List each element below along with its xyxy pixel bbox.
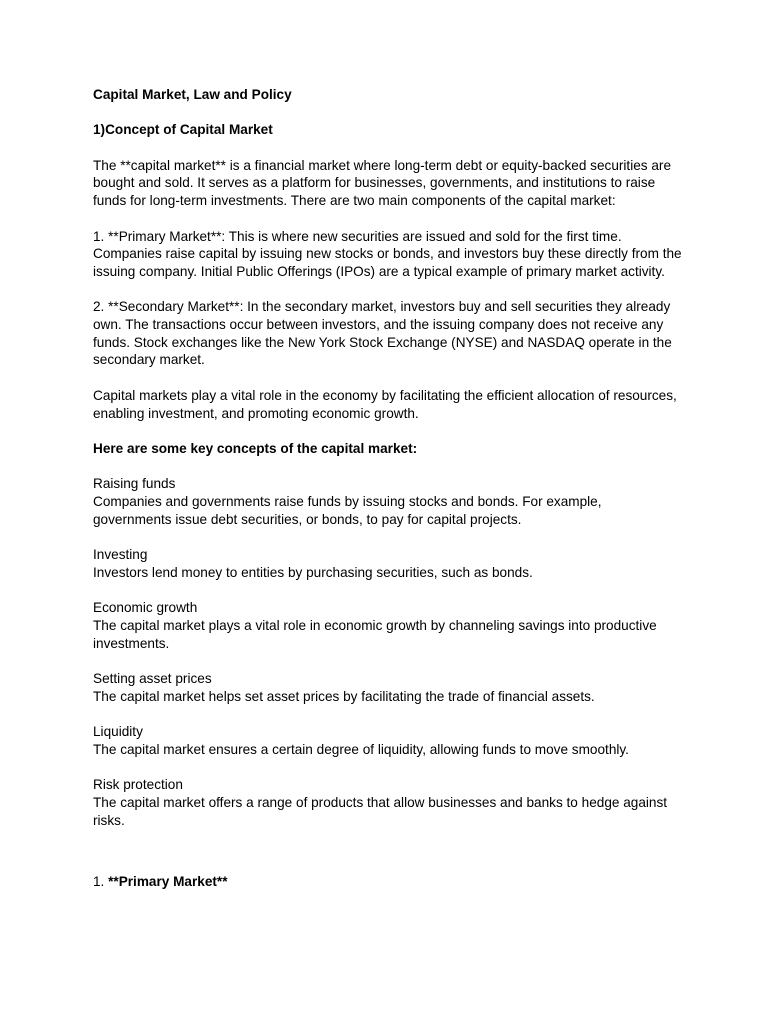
- concept-item: [93, 475, 683, 528]
- concept-list: [93, 475, 683, 829]
- document-title: Capital Market, Law and Policy: [93, 87, 292, 102]
- role-paragraph: Capital markets play a vital role in the economy by facilitating the efficient allocation of resources, enabling investment, and promoting economic growth.: [93, 387, 677, 421]
- section-heading: 1)Concept of Capital Market: [93, 122, 273, 138]
- concept-item: [93, 670, 683, 705]
- intro-paragraph: The **capital market** is a financial market where long-term debt or equity-backed securities are bought and sold. It serves as a platform for businesses, governments, and institutions to raise funds for long-term investments. There are two main components of the capital market:: [93, 157, 671, 209]
- concept-name: Economic growth: [93, 600, 198, 616]
- concept-name: Setting asset prices: [93, 671, 212, 687]
- concept-text: Investors lend money to entities by purchasing securities, such as bonds.: [93, 564, 533, 580]
- document-page: [93, 86, 683, 891]
- key-concepts-heading: Here are some key concepts of the capital market:: [93, 440, 418, 456]
- concept-name: Investing: [93, 547, 148, 563]
- concept-text: The capital market ensures a certain degree of liquidity, allowing funds to move smoothly.: [93, 741, 629, 757]
- concept-item: [93, 546, 683, 581]
- concept-name: Liquidity: [93, 724, 143, 740]
- footer-heading-number: 1.: [93, 874, 109, 890]
- concept-name: Raising funds: [93, 476, 176, 492]
- concept-text: The capital market offers a range of products that allow businesses and banks to hedge against risks.: [93, 794, 668, 828]
- concept-text: Companies and governments raise funds by issuing stocks and bonds. For example, governments issue debt securities, or bonds, to pay for capital projects.: [93, 494, 602, 527]
- primary-market-item: 1. **Primary Market**: This is where new securities are issued and sold for the first time. Companies raise capital by issuing new stocks or bonds, and investors buy these directly from the issuing company. Initial Public Offerings (IPOs) are a typical example of primary market activity.: [93, 228, 682, 279]
- footer-heading: [93, 873, 683, 891]
- concept-text: The capital market helps set asset prices by facilitating the trade of financial assets.: [93, 688, 595, 704]
- concept-item: [93, 599, 683, 652]
- concept-name: Risk protection: [93, 777, 183, 793]
- concept-text: The capital market plays a vital role in economic growth by channeling savings into productive investments.: [93, 617, 657, 651]
- concept-item: [93, 723, 683, 758]
- footer-heading-text: **Primary Market**: [108, 874, 228, 890]
- concept-item: [93, 776, 683, 829]
- secondary-market-item: 2. **Secondary Market**: In the secondary market, investors buy and sell securities they already own. The transactions occur between investors, and the issuing company does not receive any funds. Stock exchanges like the New York Stock Exchange (NYSE) and NASDAQ operate in the secondary market.: [93, 299, 672, 368]
